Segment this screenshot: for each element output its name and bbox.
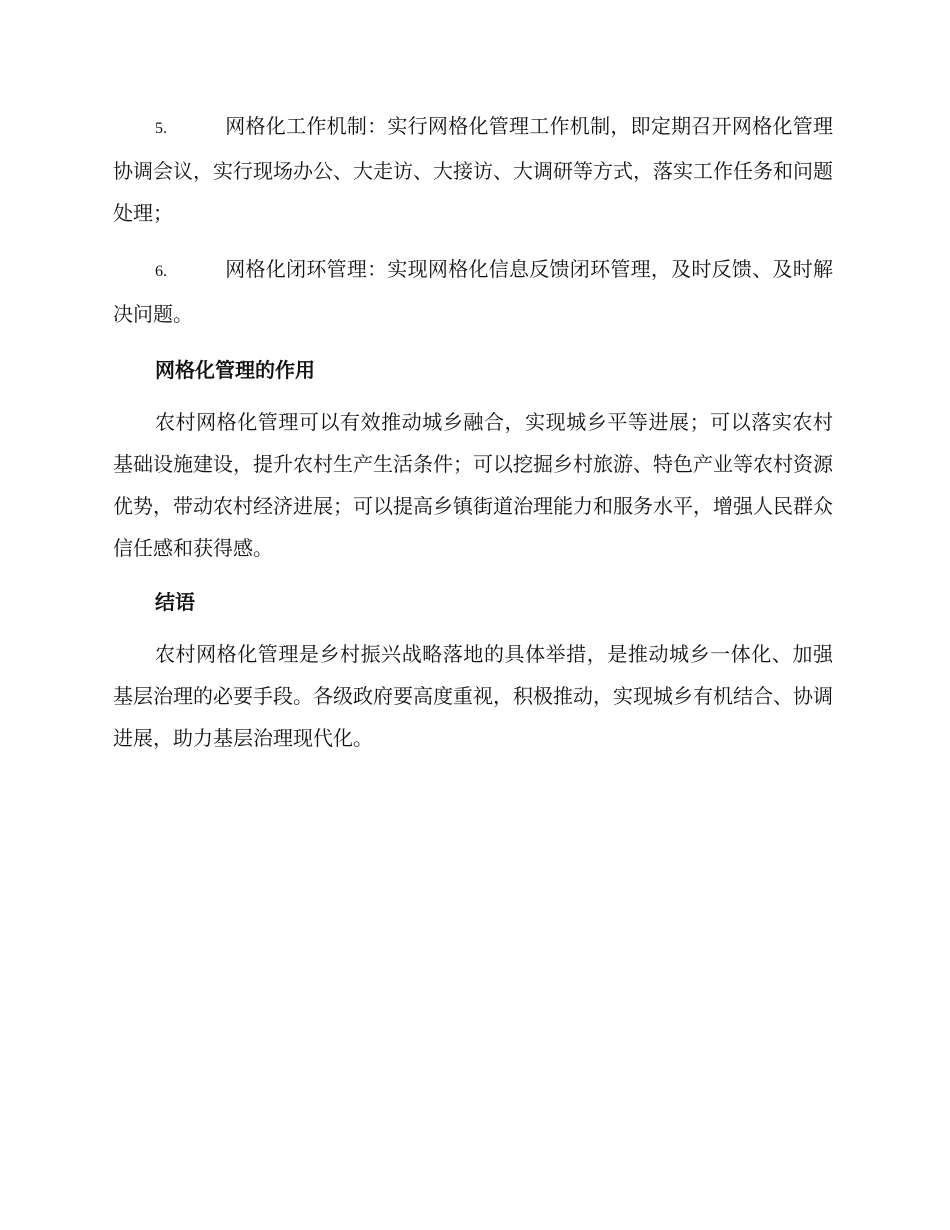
section-paragraph-conclusion: 农村网格化管理是乡村振兴战略落地的具体举措，是推动城乡一体化、加强基层治理的必要手段。各级政府要高度重视，积极推动，实现城乡有机结合、协调进展，助力基层治理现代化。 — [113, 642, 833, 750]
section-heading-conclusion: 结语 — [155, 590, 195, 614]
document-page — [113, 105, 833, 771]
section-paragraph-role: 农村网格化管理可以有效推动城乡融合，实现城乡平等进展；可以落实农村基础设施建设，提升农村生产生活条件；可以挖掘乡村旅游、特色产业等农村资源优势，带动农村经济进展；可以提高乡镇街道治理能力和服务水平，增强人民群众信任感和获得感。 — [113, 410, 833, 560]
section-heading-role: 网格化管理的作用 — [155, 358, 315, 382]
list-item — [113, 105, 833, 234]
list-item — [113, 248, 833, 335]
list-item-number: 6. — [155, 263, 167, 280]
list-item-text: 网格化闭环管理：实现网格化信息反馈闭环管理，及时反馈、及时解决问题。 — [113, 257, 833, 326]
list-item-number: 5. — [155, 120, 167, 137]
list-item-text: 网格化工作机制：实行网格化管理工作机制，即定期召开网格化管理协调会议，实行现场办公、大走访、大接访、大调研等方式，落实工作任务和问题处理； — [113, 114, 833, 225]
